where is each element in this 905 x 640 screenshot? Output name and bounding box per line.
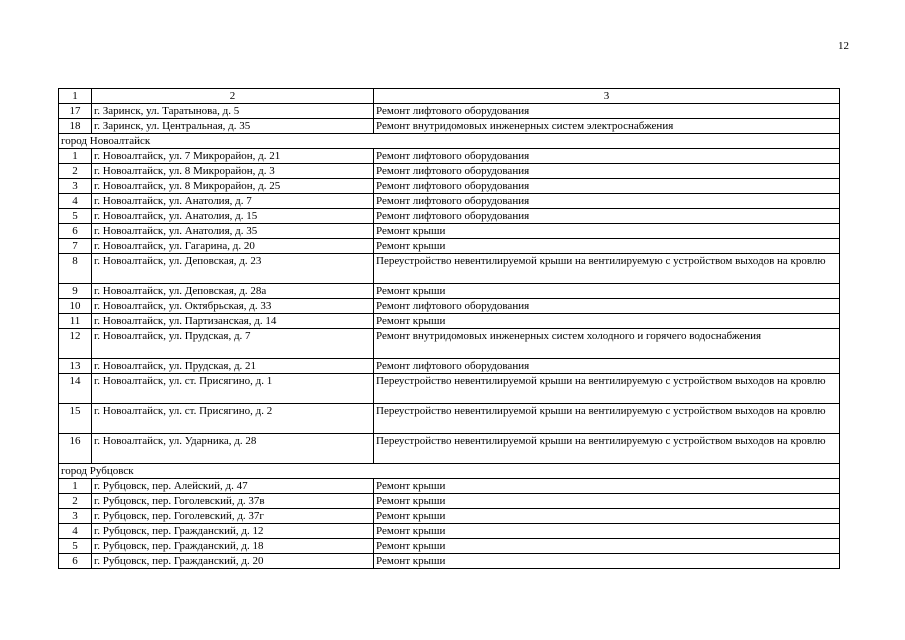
table-row	[59, 539, 840, 554]
table-row	[59, 329, 840, 359]
row-address: г. Новоалтайск, ул. Октябрьская, д. 33	[92, 299, 374, 314]
row-number: 9	[59, 284, 92, 299]
row-number: 18	[59, 119, 92, 134]
row-work-type: Ремонт крыши	[374, 224, 840, 239]
registry-table	[58, 88, 840, 569]
row-work-type: Ремонт крыши	[374, 479, 840, 494]
row-number: 11	[59, 314, 92, 329]
row-address: г. Новоалтайск, ул. 8 Микрорайон, д. 25	[92, 179, 374, 194]
table-row	[59, 524, 840, 539]
row-number: 4	[59, 524, 92, 539]
row-work-type: Ремонт крыши	[374, 239, 840, 254]
row-address: г. Новоалтайск, ул. Прудская, д. 7	[92, 329, 374, 359]
row-number: 2	[59, 164, 92, 179]
row-work-type: Ремонт лифтового оборудования	[374, 194, 840, 209]
row-number: 10	[59, 299, 92, 314]
row-address: г. Рубцовск, пер. Гражданский, д. 12	[92, 524, 374, 539]
row-work-type: Ремонт внутридомовых инженерных систем электроснабжения	[374, 119, 840, 134]
row-work-type: Ремонт лифтового оборудования	[374, 299, 840, 314]
row-work-type: Ремонт крыши	[374, 524, 840, 539]
row-number: 3	[59, 509, 92, 524]
table-row	[59, 509, 840, 524]
row-work-type: Ремонт лифтового оборудования	[374, 359, 840, 374]
table-row	[59, 119, 840, 134]
table-row	[59, 554, 840, 569]
table-row	[59, 149, 840, 164]
row-number: 7	[59, 239, 92, 254]
row-number: 8	[59, 254, 92, 284]
row-address: г. Рубцовск, пер. Гражданский, д. 20	[92, 554, 374, 569]
row-address: г. Рубцовск, пер. Алейский, д. 47	[92, 479, 374, 494]
row-number: 14	[59, 374, 92, 404]
row-address: г. Рубцовск, пер. Гоголевский, д. 37в	[92, 494, 374, 509]
section-title: город Рубцовск	[59, 464, 840, 479]
table-row	[59, 314, 840, 329]
row-address: г. Новоалтайск, ул. Деповская, д. 28а	[92, 284, 374, 299]
row-work-type: Ремонт крыши	[374, 284, 840, 299]
row-address: г. Рубцовск, пер. Гоголевский, д. 37г	[92, 509, 374, 524]
row-number: 1	[59, 479, 92, 494]
row-work-type: Ремонт лифтового оборудования	[374, 209, 840, 224]
row-address: г. Новоалтайск, ул. 7 Микрорайон, д. 21	[92, 149, 374, 164]
row-address: г. Новоалтайск, ул. 8 Микрорайон, д. 3	[92, 164, 374, 179]
row-address: г. Новоалтайск, ул. Прудская, д. 21	[92, 359, 374, 374]
table-row	[59, 194, 840, 209]
row-work-type: Ремонт крыши	[374, 554, 840, 569]
section-row	[59, 464, 840, 479]
row-address: г. Новоалтайск, ул. Анатолия, д. 15	[92, 209, 374, 224]
table-row	[59, 479, 840, 494]
row-work-type: Ремонт лифтового оборудования	[374, 149, 840, 164]
row-address: г. Заринск, ул. Таратынова, д. 5	[92, 104, 374, 119]
row-address: г. Новоалтайск, ул. Гагарина, д. 20	[92, 239, 374, 254]
page-number: 12	[838, 40, 849, 52]
row-work-type: Ремонт лифтового оборудования	[374, 179, 840, 194]
column-header-num: 1	[59, 89, 92, 104]
table-row	[59, 434, 840, 464]
row-work-type: Переустройство невентилируемой крыши на вентилируемую с устройством выходов на кровлю	[374, 374, 840, 404]
row-address: г. Новоалтайск, ул. Анатолия, д. 35	[92, 224, 374, 239]
row-work-type: Переустройство невентилируемой крыши на вентилируемую с устройством выходов на кровлю	[374, 404, 840, 434]
row-number: 13	[59, 359, 92, 374]
table-row	[59, 179, 840, 194]
row-work-type: Ремонт крыши	[374, 494, 840, 509]
section-title: город Новоалтайск	[59, 134, 840, 149]
column-header-work: 3	[374, 89, 840, 104]
table-row	[59, 299, 840, 314]
table-row	[59, 224, 840, 239]
row-address: г. Новоалтайск, ул. Ударника, д. 28	[92, 434, 374, 464]
row-number: 2	[59, 494, 92, 509]
column-header-address: 2	[92, 89, 374, 104]
table-row	[59, 374, 840, 404]
table-row	[59, 359, 840, 374]
row-work-type: Переустройство невентилируемой крыши на вентилируемую с устройством выходов на кровлю	[374, 254, 840, 284]
row-address: г. Рубцовск, пер. Гражданский, д. 18	[92, 539, 374, 554]
table-row	[59, 239, 840, 254]
table-body	[59, 89, 840, 569]
table-row	[59, 284, 840, 299]
row-address: г. Новоалтайск, ул. ст. Присягино, д. 1	[92, 374, 374, 404]
row-number: 5	[59, 539, 92, 554]
row-address: г. Новоалтайск, ул. Анатолия, д. 7	[92, 194, 374, 209]
row-number: 1	[59, 149, 92, 164]
row-address: г. Новоалтайск, ул. Партизанская, д. 14	[92, 314, 374, 329]
table-row	[59, 104, 840, 119]
table-row	[59, 164, 840, 179]
row-number: 12	[59, 329, 92, 359]
row-number: 5	[59, 209, 92, 224]
table-row	[59, 404, 840, 434]
row-number: 17	[59, 104, 92, 119]
row-work-type: Ремонт лифтового оборудования	[374, 164, 840, 179]
row-address: г. Заринск, ул. Центральная, д. 35	[92, 119, 374, 134]
table-row	[59, 209, 840, 224]
row-address: г. Новоалтайск, ул. Деповская, д. 23	[92, 254, 374, 284]
row-number: 6	[59, 224, 92, 239]
row-number: 6	[59, 554, 92, 569]
row-number: 15	[59, 404, 92, 434]
section-row	[59, 134, 840, 149]
row-number: 16	[59, 434, 92, 464]
row-work-type: Ремонт внутридомовых инженерных систем холодного и горячего водоснабжения	[374, 329, 840, 359]
row-work-type: Переустройство невентилируемой крыши на вентилируемую с устройством выходов на кровлю	[374, 434, 840, 464]
table-row	[59, 254, 840, 284]
row-number: 4	[59, 194, 92, 209]
row-work-type: Ремонт крыши	[374, 539, 840, 554]
row-work-type: Ремонт крыши	[374, 314, 840, 329]
row-work-type: Ремонт крыши	[374, 509, 840, 524]
table-header-row	[59, 89, 840, 104]
row-work-type: Ремонт лифтового оборудования	[374, 104, 840, 119]
table-row	[59, 494, 840, 509]
row-number: 3	[59, 179, 92, 194]
row-address: г. Новоалтайск, ул. ст. Присягино, д. 2	[92, 404, 374, 434]
